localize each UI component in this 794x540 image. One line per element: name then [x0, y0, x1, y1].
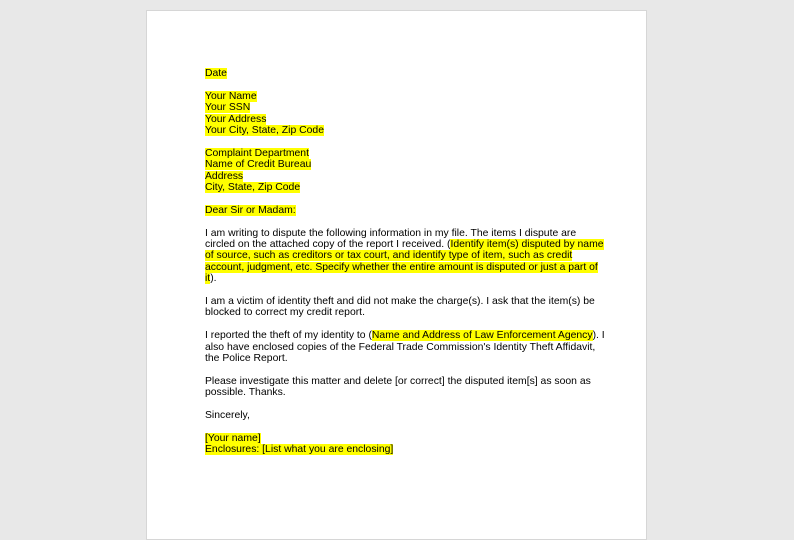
- paragraph-line: it).: [205, 273, 217, 285]
- date-placeholder: Date: [205, 68, 227, 79]
- paragraph-line: blocked to correct my credit report.: [205, 307, 365, 319]
- date-line: [205, 68, 595, 79]
- recipient-city-state-zip: City, State, Zip Code: [205, 182, 301, 194]
- paragraph-report: [205, 330, 605, 365]
- sender-block: [205, 91, 595, 137]
- paragraph-line: possible. Thanks.: [205, 387, 286, 399]
- dispute-placeholder: Identify item(s) disputed by name: [450, 239, 604, 251]
- paragraph-line: I reported the theft of my identity to (Name and Address of Law Enforcement Agency). I: [205, 330, 605, 342]
- signature-placeholder: [Your name]: [205, 432, 261, 444]
- agency-placeholder: Name and Address of Law Enforcement Agency: [371, 330, 593, 342]
- recipient-department: Complaint Department: [205, 147, 309, 159]
- recipient-bureau: Name of Credit Bureau: [205, 159, 312, 171]
- paragraph-line: of source, such as creditors or tax court, and identify type of item, such as credit: [205, 250, 573, 262]
- document-page: [146, 10, 647, 540]
- recipient-block: [205, 148, 595, 194]
- paragraph-line: the Police Report.: [205, 353, 288, 365]
- paragraph-line: I am writing to dispute the following information in my file. The items I dispute are: [205, 227, 577, 239]
- paragraph-request: [205, 376, 595, 399]
- sender-ssn: Your SSN: [205, 102, 251, 114]
- letter-body: [205, 68, 605, 456]
- paragraph-dispute: [205, 227, 604, 285]
- paragraph-line: account, judgment, etc. Specify whether the entire amount is disputed or just a part of: [205, 261, 598, 273]
- closing: Sincerely,: [205, 410, 250, 422]
- paragraph-identity-theft: [205, 296, 595, 319]
- recipient-address: Address: [205, 170, 244, 182]
- paragraph-line: circled on the attached copy of the report I received. (Identify item(s) disputed by name: [205, 239, 604, 251]
- sender-name: Your Name: [205, 90, 257, 102]
- paragraph-line: I am a victim of identity theft and did not make the charge(s). I ask that the item(s) be: [205, 296, 595, 308]
- enclosures-placeholder: Enclosures: [List what you are enclosing]: [205, 444, 394, 456]
- sender-address: Your Address: [205, 113, 267, 125]
- paragraph-line: also have enclosed copies of the Federal Trade Commission's Identity Theft Affidavit,: [205, 341, 596, 353]
- paragraph-line: Please investigate this matter and delete [or correct] the disputed item[s] as soon as: [205, 375, 591, 387]
- sender-city-state-zip: Your City, State, Zip Code: [205, 125, 324, 137]
- salutation: Dear Sir or Madam:: [205, 204, 296, 216]
